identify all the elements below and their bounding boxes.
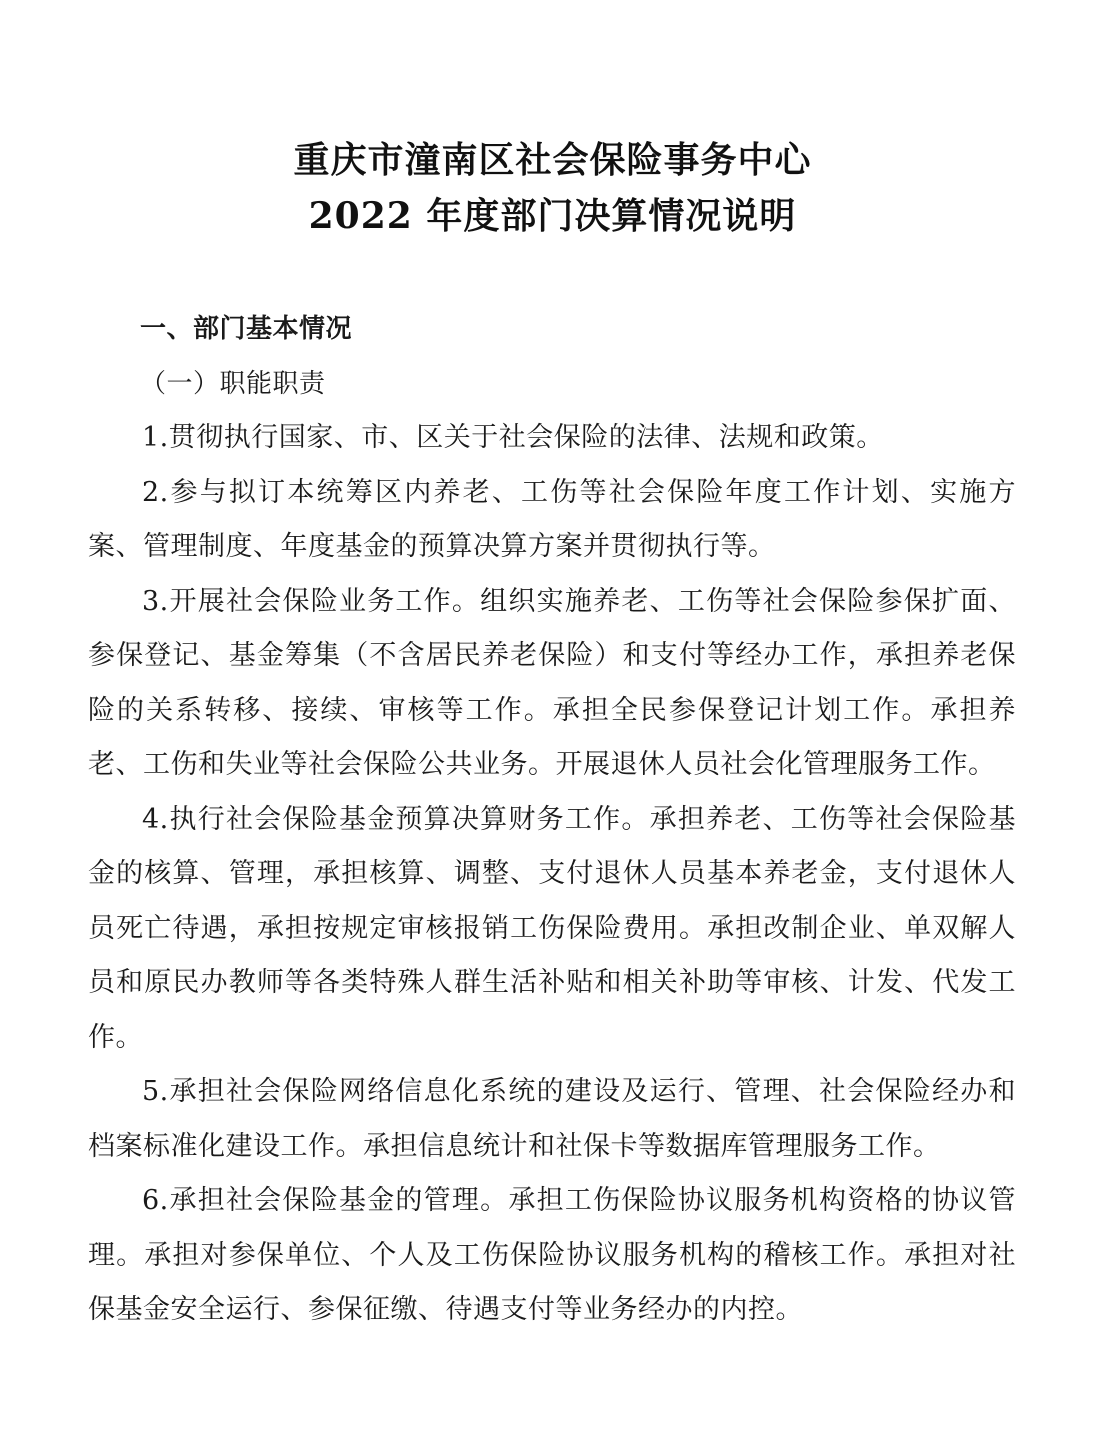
paragraph-duty-2: 2.参与拟订本统筹区内养老、工伤等社会保险年度工作计划、实施方案、管理制度、年度基金的预算决算方案并贯彻执行等。: [88, 476, 1016, 562]
section-heading: 一、部门基本情况: [140, 314, 353, 344]
paragraph-duty-1: 1.贯彻执行国家、市、区关于社会保险的法律、法规和政策。: [142, 422, 884, 453]
paragraph-duty-4: 4.执行社会保险基金预算决算财务工作。承担养老、工伤等社会保险基金的核算、管理，承担核算、调整、支付退休人员基本养老金，支付退休人员死亡待遇，承担按规定审核报销工伤保险费用。承担改制企业、单双解人员和原民办教师等各类特殊人群生活补贴和相关补助等审核、计发、代发工作。: [88, 803, 1016, 1053]
document-body: [88, 302, 1016, 1338]
document-title-line-1: 重庆市潼南区社会保险事务中心: [293, 139, 812, 181]
paragraph-duty-3: 3.开展社会保险业务工作。组织实施养老、工伤等社会保险参保扩面、参保登记、基金筹集（不含居民养老保险）和支付等经办工作，承担养老保险的关系转移、接续、审核等工作。承担全民参保登记计划工作。承担养老、工伤和失业等社会保险公共业务。开展退休人员社会化管理服务工作。: [88, 585, 1016, 780]
section-subheading: （一）职能职责: [140, 368, 326, 399]
paragraph-duty-6: 6.承担社会保险基金的管理。承担工伤保险协议服务机构资格的协议管理。承担对参保单位、个人及工伤保险协议服务机构的稽核工作。承担对社保基金安全运行、参保征缴、待遇支付等业务经办的内控。: [88, 1185, 1016, 1325]
paragraph-duty-5: 5.承担社会保险网络信息化系统的建设及运行、管理、社会保险经办和档案标准化建设工作。承担信息统计和社保卡等数据库管理服务工作。: [88, 1076, 1016, 1162]
document-title-line-2: 2022 年度部门决算情况说明: [308, 195, 797, 237]
